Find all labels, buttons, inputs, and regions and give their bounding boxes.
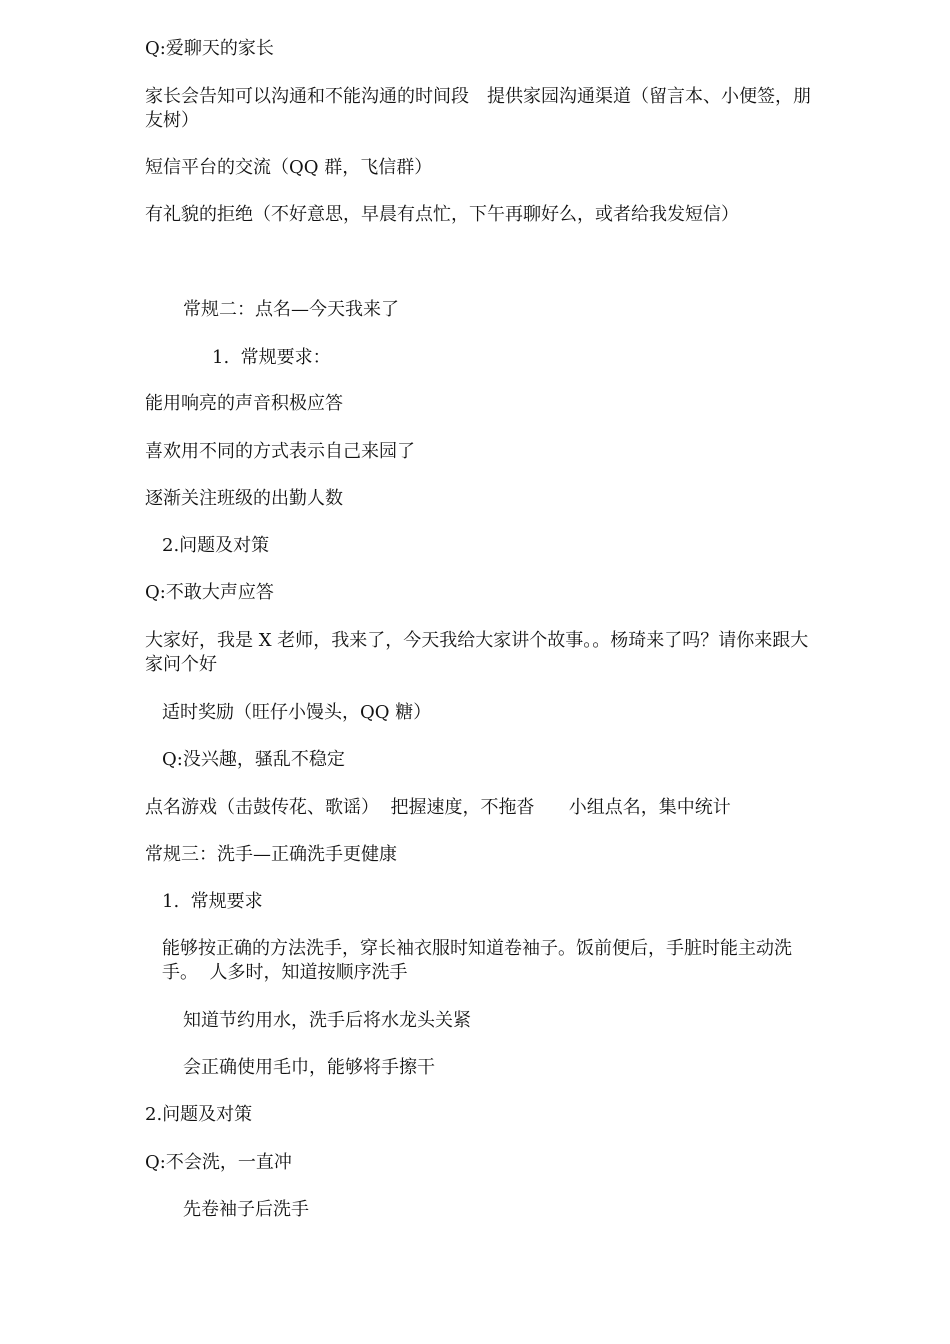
subheading-problems-2: 2.问题及对策 — [145, 1104, 253, 1125]
paragraph-attendance: 逐渐关注班级的出勤人数 — [145, 488, 343, 509]
paragraph-afraid-question: Q:不敢大声应答 — [145, 582, 274, 603]
subheading-requirements-2: 1. 常规要求 — [162, 891, 263, 912]
paragraph-chatty-parents-question: Q:爱聊天的家长 — [145, 38, 274, 59]
paragraph-communication-channels: 家长会告知可以沟通和不能沟通的时间段 提供家园沟通渠道（留言本、小便签，朋友树） — [145, 86, 811, 131]
paragraph-roll-call-games: 点名游戏（击鼓传花、歌谣） 把握速度，不拖沓 小组点名，集中统计 — [145, 797, 731, 818]
paragraph-use-towel: 会正确使用毛巾，能够将手擦干 — [183, 1057, 435, 1078]
paragraph-no-interest-question: Q:没兴趣，骚乱不稳定 — [162, 749, 345, 770]
paragraph-answer-loudly: 能用响亮的声音积极应答 — [145, 393, 343, 414]
paragraph-sms-platform: 短信平台的交流（QQ 群，飞信群） — [145, 157, 433, 178]
paragraph-polite-refusal: 有礼貌的拒绝（不好意思，早晨有点忙，下午再聊好么，或者给我发短信） — [145, 204, 739, 225]
paragraph-roll-sleeves: 先卷袖子后洗手 — [183, 1199, 309, 1220]
paragraph-wash-correctly: 能够按正确的方法洗手，穿长袖衣服时知道卷袖子。饭前便后，手脏时能主动洗手。 人多时，知道按顺序洗手 — [162, 938, 792, 983]
paragraph-different-ways: 喜欢用不同的方式表示自己来园了 — [145, 441, 415, 462]
subheading-problems-1: 2.问题及对策 — [162, 535, 270, 556]
section-heading-roll-call: 常规二：点名—今天我来了 — [183, 299, 399, 320]
subheading-requirements-1: 1. 常规要求： — [212, 347, 331, 368]
paragraph-teacher-greeting: 大家好，我是 X 老师，我来了，今天我给大家讲个故事。。杨琦来了吗？请你来跟大家问个好 — [145, 630, 809, 675]
section-heading-handwashing: 常规三：洗手—正确洗手更健康 — [145, 844, 397, 865]
paragraph-rewards: 适时奖励（旺仔小馒头，QQ 糖） — [162, 702, 432, 723]
paragraph-save-water: 知道节约用水，洗手后将水龙头关紧 — [183, 1010, 471, 1031]
paragraph-cannot-wash-question: Q:不会洗，一直冲 — [145, 1152, 292, 1173]
